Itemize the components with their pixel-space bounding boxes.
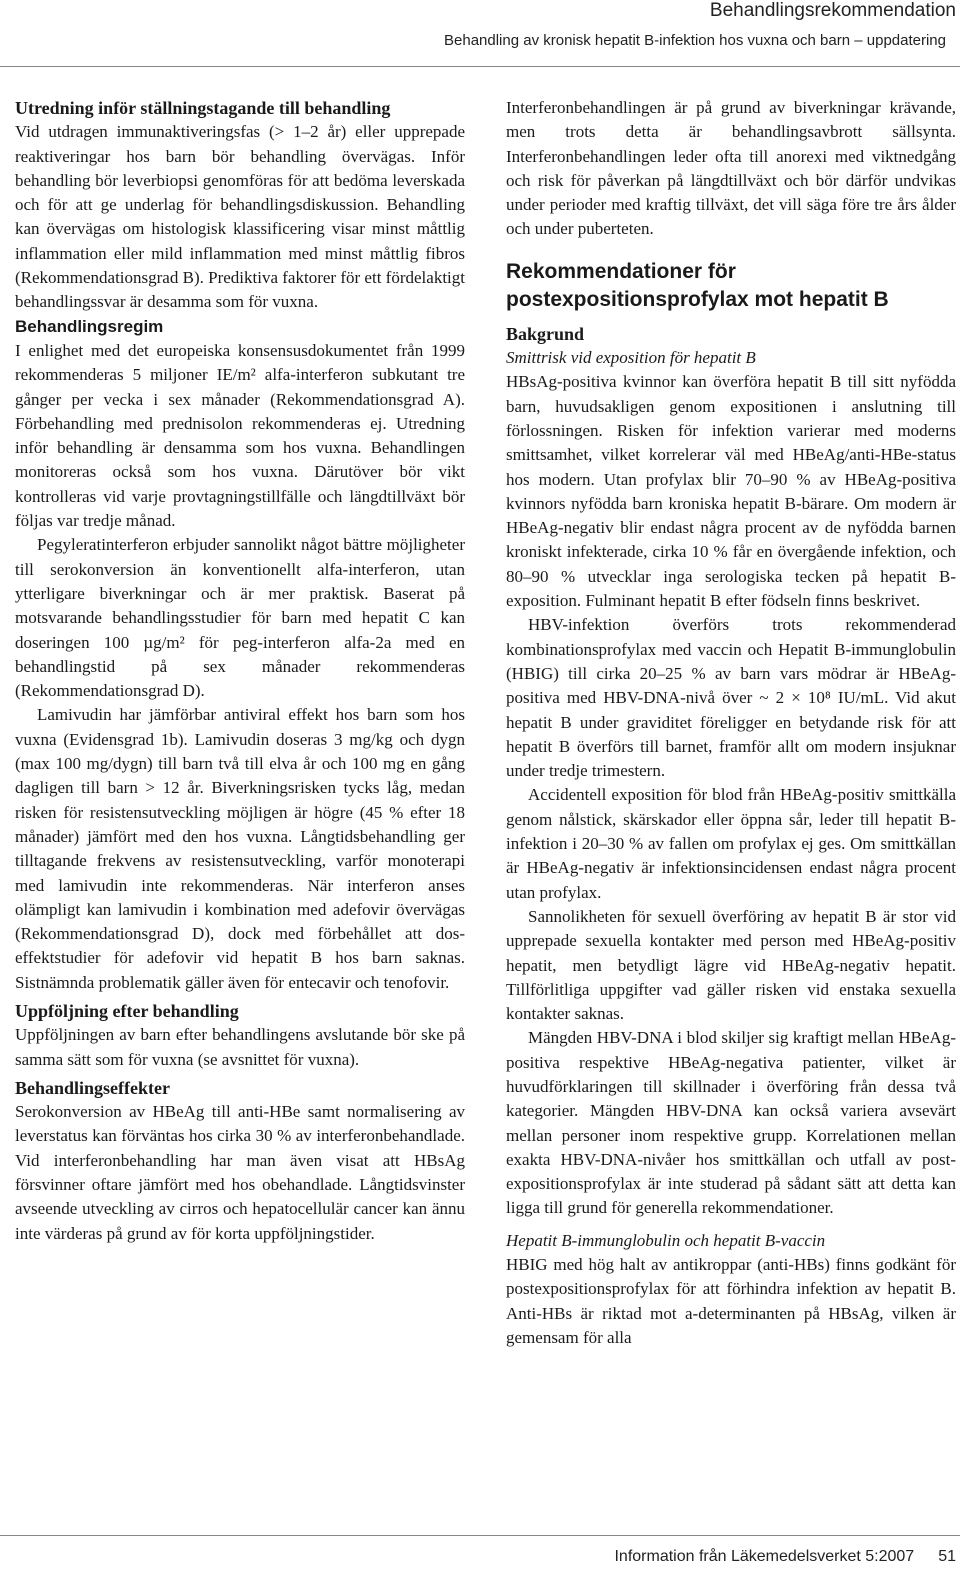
- page-footer: [590, 1548, 956, 1566]
- paragraph-smittrisk-2: HBV-infektion överförs trots rekommenderad kombinationsprofylax med vaccin och Hepatit B-immunglobulin (HBIG) till cirka 20–25 % av barn vars mödrar är HBeAg-positiva med HBV-DNA-nivå över ~ 2 × 10⁸ IU/mL. Vid akut hepatit B under graviditet föreligger en betydande risk för att hepatit B överförs till barnet, framför allt om modern insjuknar under tredje trimestern.: [506, 615, 956, 781]
- left-column: [15, 96, 465, 1246]
- subheading-immunglobulin: Hepatit B-immunglobulin och hepatit B-vaccin: [506, 1230, 826, 1250]
- header-divider: [0, 66, 960, 67]
- paragraph-smittrisk-5: Mängden HBV-DNA i blod skiljer sig kraftigt mellan HBeAg-positiva respektive HBeAg-negativa patienter, vilket är huvudförklaringen till skillnader i överföring från dessa två kategorier. Mängden HBV-DNA kan också variera avsevärt mellan personer inom respektive grupp. Korrelationen mellan exakta HBV-DNA-nivåer hos smittkällan och utfall av post-expositionsprofylax är inte studerad på sådant sätt att detta kan ligga till grund för generella rekommendationer.: [506, 1028, 956, 1218]
- paragraph-interferon-biverkningar: Interferonbehandlingen är på grund av biverkningar krävande, men trots detta är behandlingsavbrott sällsynta. Interferonbehandlingen leder ofta till anorexi med viktnedgång och risk för påverkan på längdtillväxt och bör därför undvikas under perioder med kraftig tillväxt, det vill säga före tre års ålder och under puberteten.: [506, 98, 956, 239]
- page-number: 51: [938, 1548, 956, 1565]
- subheading-smittrisk: Smittrisk vid exposition för hepatit B: [506, 348, 756, 368]
- subheading-bakgrund: Bakgrund: [506, 323, 585, 344]
- section-heading-behandlingsregim: Behandlingsregim: [15, 316, 164, 336]
- paragraph-uppfoljning: Uppföljningen av barn efter behandlingens avslutande bör ske på samma sätt som för vuxna (se avsnittet för vuxna).: [15, 1025, 465, 1069]
- section-heading-utredning: Utredning inför ställningstagande till behandling: [15, 98, 391, 118]
- section-heading-effekter: Behandlingseffekter: [15, 1077, 170, 1098]
- footer-source: Information från Läkemedelsverket 5:2007: [614, 1548, 915, 1565]
- paragraph-smittrisk-3: Accidentell exposition för blod från HBeAg-positiv smittkälla genom nålstick, skärskador eller öppna sår, leder till hepatit B-infektion i 20–30 % av fallen om profylax ej ges. Om smittkällan är HBeAg-negativ är infektionsincidensen endast några procent utan profylax.: [506, 785, 956, 902]
- running-title: Behandlingsrekommendation: [709, 0, 956, 21]
- paragraph-regim-1: I enlighet med det europeiska konsensusdokumentet från 1999 rekommenderas 5 miljoner IE/m² alfa-interferon subkutant tre gånger per vecka i sex månader (Rekommendationsgrad A). Förbehandling med prednisolon rekommenderas ej. Utredning inför behandling är densamma som hos vuxna. Behandlingen monitoreras också som hos vuxna. Därutöver bör vikt kontrolleras vid varje provtagningstillfälle och längdtillväxt bör följas var tredje månad.: [15, 340, 465, 531]
- footer-divider: [0, 1535, 960, 1536]
- paragraph-smittrisk-4: Sannolikheten för sexuell överföring av hepatit B är stor vid upprepade sexuella kontakter med person med HBeAg-positiv hepatit, men betydligt lägre vid HBeAg-negativ hepatit. Tillförlitliga uppgifter vad gäller risken vid enstaka sexuella kontakter saknas.: [506, 906, 956, 1024]
- paragraph-effekter: Serokonversion av HBeAg till anti-HBe samt normalisering av leverstatus kan förväntas hos cirka 30 % av interferonbehandlade. Vid interferonbehandling har man även visat att HBsAg försvinner oftare jämfört med hos obehandlade. Långtidsvinster avseende utveckling av cirros och hepatocellulär cancer kan ännu inte värderas på grund av för korta uppföljningstider.: [15, 1102, 465, 1243]
- paragraph-regim-2: Pegyleratinterferon erbjuder sannolikt något bättre möjligheter till serokonversion än konventionellt alfa-interferon, utan ytterligare biverkningar och är mer praktisk. Baserat på motsvarande behandlingsstudier för barn med hepatit C kan doseringen 100 µg/m² för peg-interferon alfa-2a med en behandlingstid på sex månader rekommenderas (Rekommendationsgrad D).: [15, 535, 465, 701]
- paragraph-regim-3: Lamivudin har jämförbar antiviral effekt hos barn som hos vuxna (Evidensgrad 1b). Lamivudin doseras 3 mg/kg och dygn (max 100 mg/dygn) till barn två till elva år och 100 mg en gång dagligen till barn > 12 år. Biverkningsrisken tycks låg, medan risken för resistensutveckling möjligen är högre (45 % efter 18 månader) jämfört med den hos vuxna. Långtidsbehandling ger tilltagande frekvens av resistensutveckling, varför monoterapi med lamivudin inte rekommenderas. När interferon anses olämpligt kan lamivudin i kombination med adefovir övervägas (Rekommendationsgrad D), dock med förbehållet att dos-effektstudier för adefovir vid hepatit B hos barn saknas. Sistnämnda problematik gäller även för entecavir och tenofovir.: [15, 705, 465, 992]
- section-heading-uppfoljning: Uppföljning efter behandling: [15, 1000, 239, 1021]
- paragraph-smittrisk-1: HBsAg-positiva kvinnor kan överföra hepatit B till sitt nyfödda barn, huvudsakligen genom expositionen i anslutning till förlossningen. Risken för infektion varierar med moderns smittsamhet, vilket korrelerar väl med HBeAg/anti-HBe-status hos modern. Utan profylax blir 70–90 % av HBeAg-positiva kvinnors nyfödda barn kroniska hepatit B-bärare. Om modern är HBeAg-negativ blir endast några procent av de nyfödda barnen kroniskt infekterade, cirka 10 % får en övergående infektion, och 80–90 % utvecklar inga serologiska tecken på hepatit B-exposition. Fulminant hepatit B efter födseln finns beskrivet.: [506, 372, 956, 611]
- running-subtitle: Behandling av kronisk hepatit B-infektion hos vuxna och barn – uppdatering: [444, 32, 946, 49]
- paragraph-immunglobulin: HBIG med hög halt av antikroppar (anti-HBs) finns godkänt för postexpositionsprofylax för att förhindra infektion av hepatit B. Anti-HBs är riktad mot a-determinanten på HBsAg, vilken är gemensam för alla: [506, 1255, 956, 1347]
- section-heading-postexposition: Rekommendationer för postexpositionsprofylax mot hepatit B: [506, 259, 889, 311]
- right-column: [506, 96, 956, 1350]
- paragraph-utredning: Vid utdragen immunaktiveringsfas (> 1–2 år) eller upprepade reaktiveringar hos barn bör behandling övervägas. Inför behandling bör leverbiopsi genomföras för att bedöma leverskada och för att ge underlag för behandlingsdiskussion. Behandling kan övervägas om histologisk klassificering visar minst måttlig inflammation eller mild inflammation med minst måttlig fibros (Rekommendationsgrad B). Prediktiva faktorer för ett fördelaktigt behandlingssvar är desamma som för vuxna.: [15, 122, 465, 312]
